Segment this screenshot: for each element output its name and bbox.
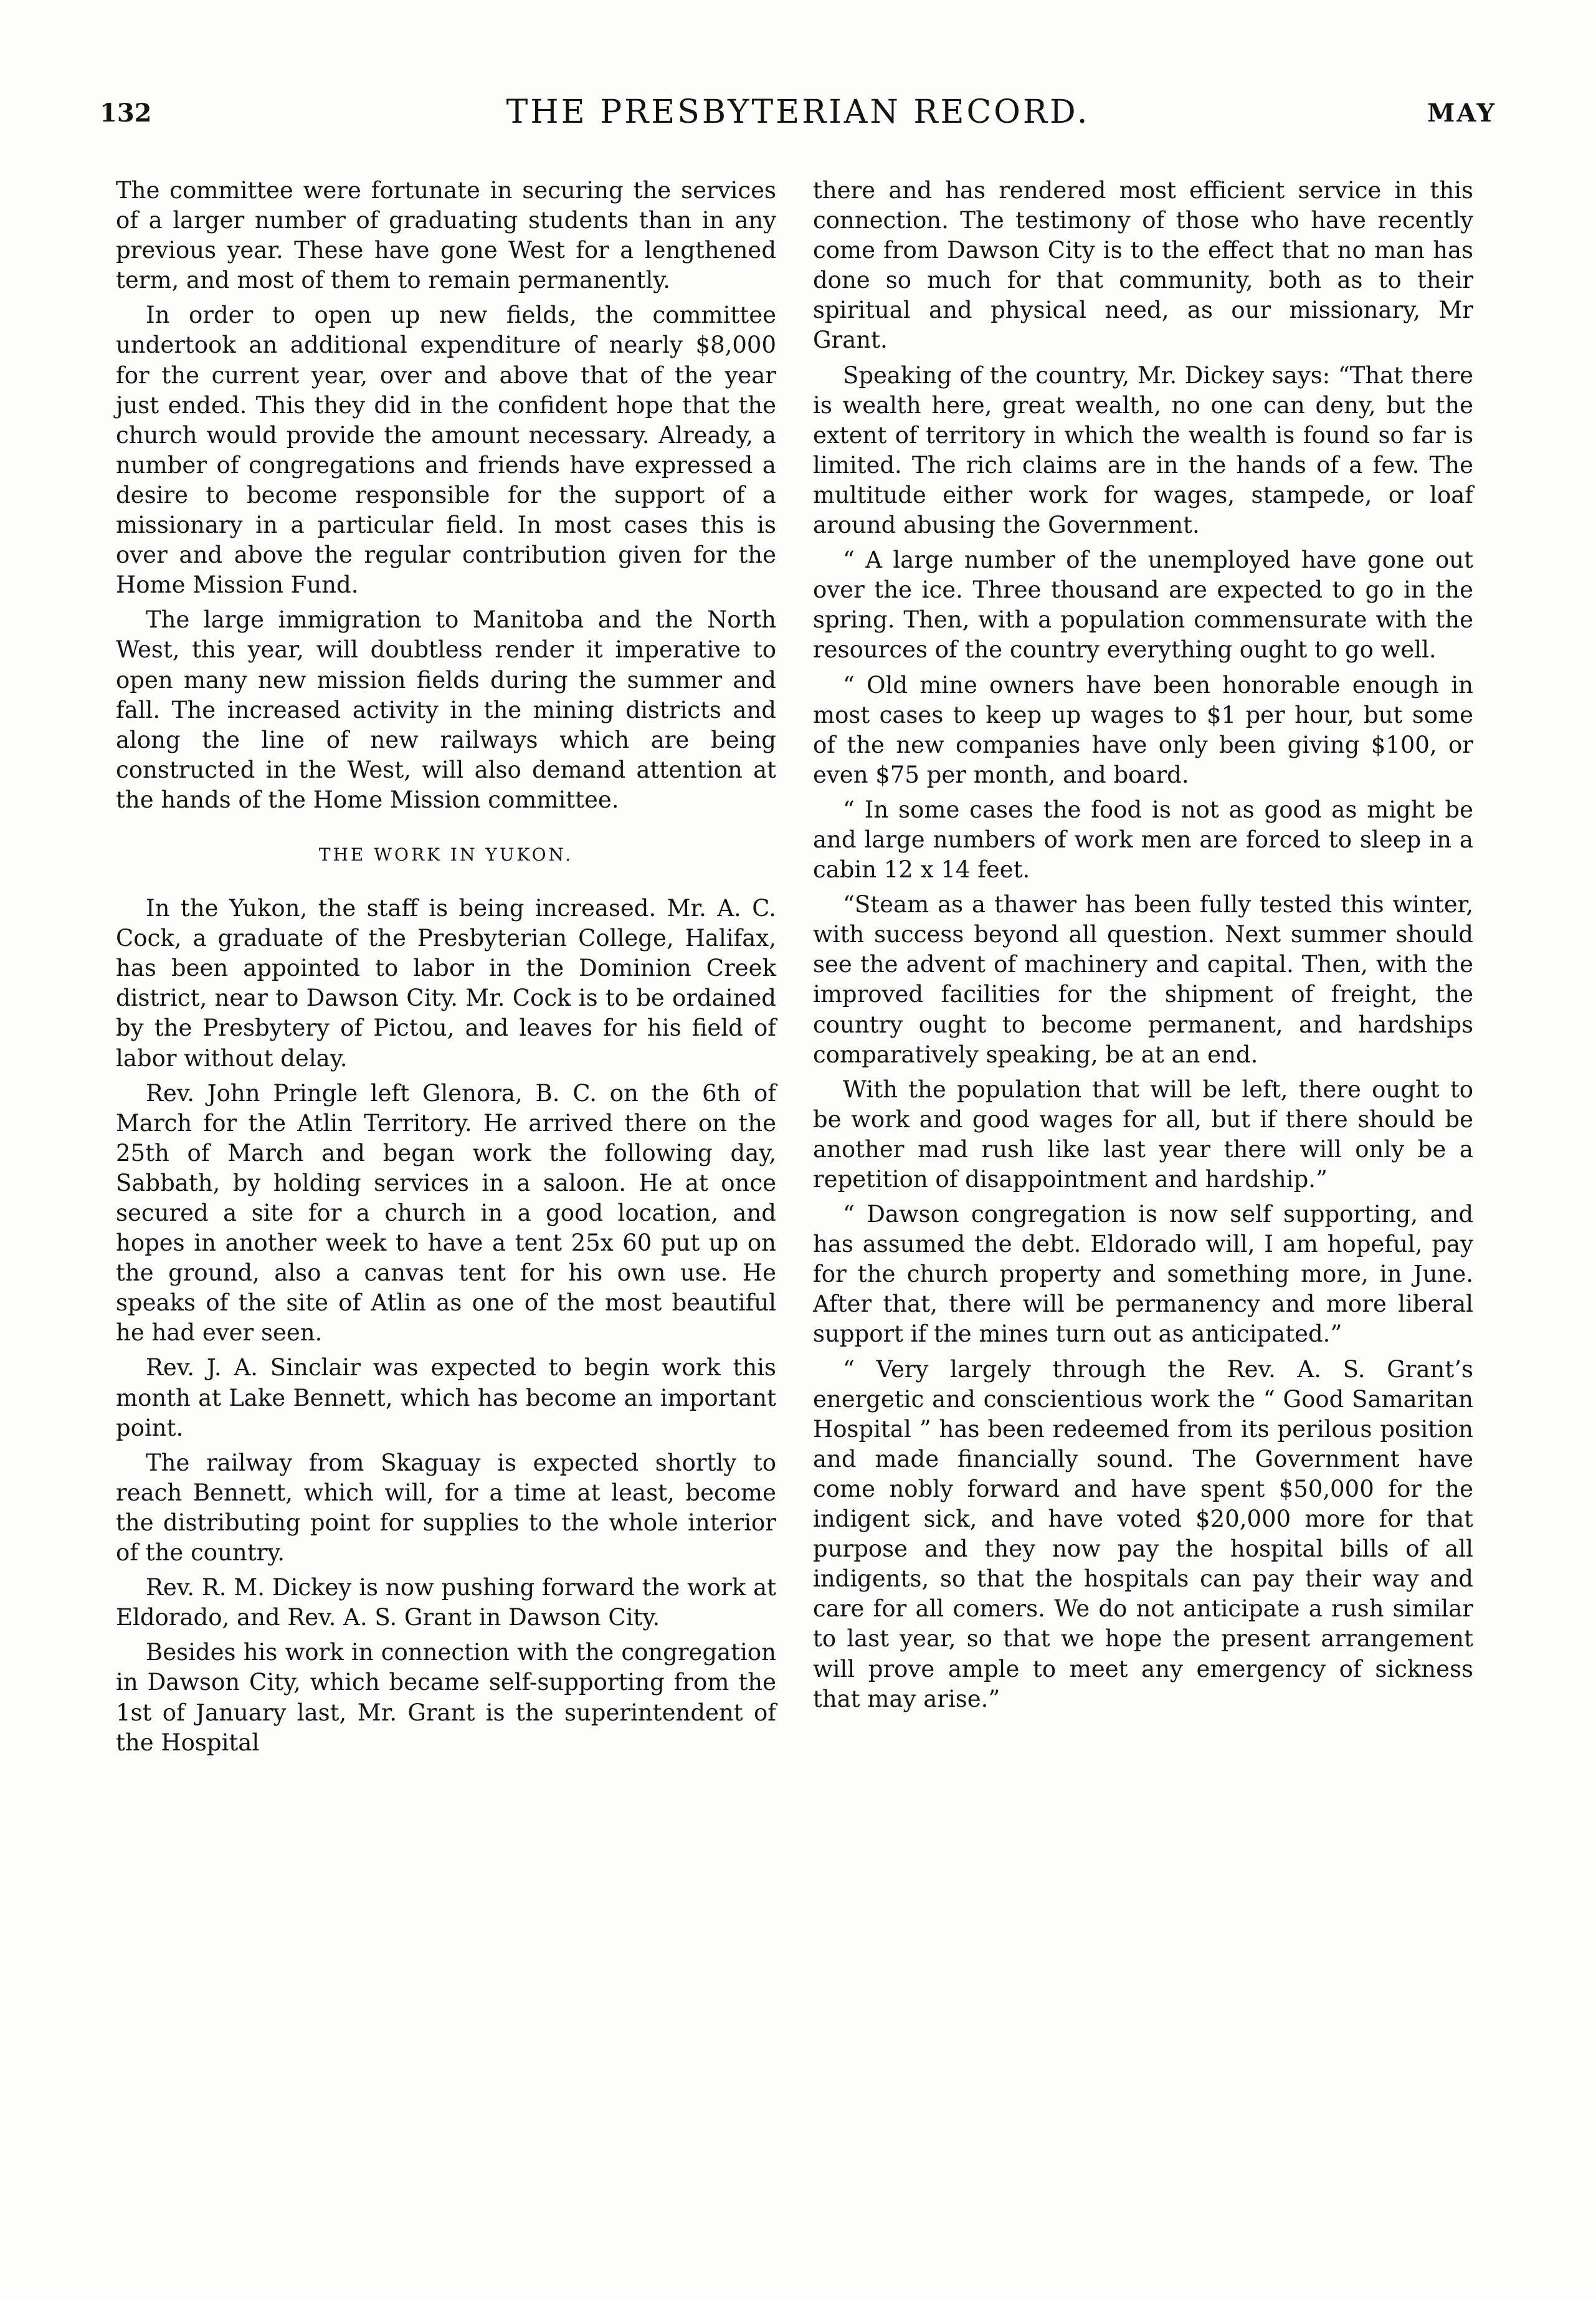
paragraph: In order to open up new fields, the committee undertook an additional expenditure of nearly $8,000 for the current year, over and above that of the year just ended. This they did in the confident hope that the church would provide the amount necessary. Already, a number of congregations and friends have expressed a desire to become responsible for the support of a missionary in a particular field. In most cases this is over and above the regular contribution given for the Home Mission Fund.	[116, 302, 776, 599]
right-column	[813, 176, 1473, 1719]
paragraph: “ Old mine owners have been honorable enough in most cases to keep up wages to $1 per hour, but some of the new companies have only been giving $100, or even $75 per month, and board.	[813, 671, 1473, 788]
paragraph: Rev. R. M. Dickey is now pushing forward the work at Eldorado, and Rev. A. S. Grant in Dawson City.	[116, 1574, 776, 1631]
left-column	[116, 176, 776, 1763]
running-title: THE PRESBYTERIAN RECORD.	[506, 93, 1090, 131]
paragraph: Rev. John Pringle left Glenora, B. C. on the 6th of March for the Atlin Territory. He arrived there on the 25th of March and began work the following day, Sabbath, by holding services in a saloon. He at once secured a site for a church in a good location, and hopes in another week to have a tent 25x 60 put up on the ground, also a canvas tent for his own use. He speaks of the site of Atlin as one of the most beautiful he had ever seen.	[116, 1079, 776, 1347]
paragraph: The committee were fortunate in securing the services of a larger number of graduating students than in any previous year. These have gone West for a lengthened term, and most of them to remain permanently.	[116, 177, 776, 294]
page-header	[100, 87, 1496, 143]
paragraph: In the Yukon, the staff is being increased. Mr. A. C. Cock, a graduate of the Presbyterian College, Halifax, has been appointed to labor in the Dominion Creek district, near to Dawson City. Mr. Cock is to be ordained by the Presbytery of Pictou, and leaves for his field of labor without delay.	[116, 895, 776, 1072]
paragraph: With the population that will be left, there ought to be work and good wages for all, but if there should be another mad rush like last year there will only be a repetition of disappointment and hardship.”	[813, 1076, 1473, 1193]
section-heading: THE WORK IN YUKON.	[318, 844, 574, 865]
paragraph: The large immigration to Manitoba and the North West, this year, will doubtless render it imperative to open many new mission fields during the summer and fall. The increased activity in the mining districts and along the line of new railways which are being constructed in the West, will also demand attention at the hands of the Home Mission committee.	[116, 606, 776, 813]
paragraph: Speaking of the country, Mr. Dickey says: “That there is wealth here, great wealth, no one can deny, but the extent of territory in which the wealth is found so far is limited. The rich claims are in the hands of a few. The multitude either work for wages, stampede, or loaf around abusing the Government.	[813, 361, 1473, 539]
paragraph: “ Very largely through the Rev. A. S. Grant’s energetic and conscientious work the “ Good Samaritan Hospital ” has been redeemed from its perilous position and made financially sound. The Government have come nobly forward and have spent $50,000 for the indigent sick, and have voted $20,000 more for that purpose and they now pay the hospital bills of all indigents, so that the hospitals can pay their way and care for all comers. We do not anticipate a rush similar to last year, so that we hope the present arrangement will prove ample to meet any emergency of sickness that may arise.”	[813, 1355, 1473, 1712]
paragraph: “ A large number of the unemployed have gone out over the ice. Three thousand are expected to go in the spring. Then, with a population commensurate with the resources of the country everything ought to go well.	[813, 546, 1473, 664]
paragraph: “Steam as a thawer has been fully tested this winter, with success beyond all question. Next summer should see the advent of machinery and capital. Then, with the improved facilities for the shipment of freight, the country ought to become permanent, and hardships comparatively speaking, be at an end.	[813, 891, 1473, 1068]
paragraph-continuation: there and has rendered most efficient service in this connection. The testimony of those who have recently come from Dawson City is to the effect that no man has done so much for that community, both as to their spiritual and physical need, as our missionary, Mr Grant.	[813, 177, 1473, 354]
issue-month: MAY	[1427, 98, 1496, 128]
paragraph: Besides his work in connection with the congregation in Dawson City, which became self-supporting from the 1st of January last, Mr. Grant is the superintendent of the Hospital	[116, 1639, 776, 1756]
page-number: 132	[100, 98, 152, 128]
paragraph: “ Dawson congregation is now self supporting, and has assumed the debt. Eldorado will, I am hopeful, pay for the church property and something more, in June. After that, there will be permanency and more liberal support if the mines turn out as anticipated.”	[813, 1201, 1473, 1348]
paragraph: The railway from Skaguay is expected shortly to reach Bennett, which will, for a time at least, become the distributing point for supplies to the whole interior of the country.	[116, 1449, 776, 1567]
paragraph: Rev. J. A. Sinclair was expected to begin work this month at Lake Bennett, which has become an important point.	[116, 1354, 776, 1441]
paragraph: “ In some cases the food is not as good as might be and large numbers of work men are forced to sleep in a cabin 12 x 14 feet.	[813, 796, 1473, 884]
